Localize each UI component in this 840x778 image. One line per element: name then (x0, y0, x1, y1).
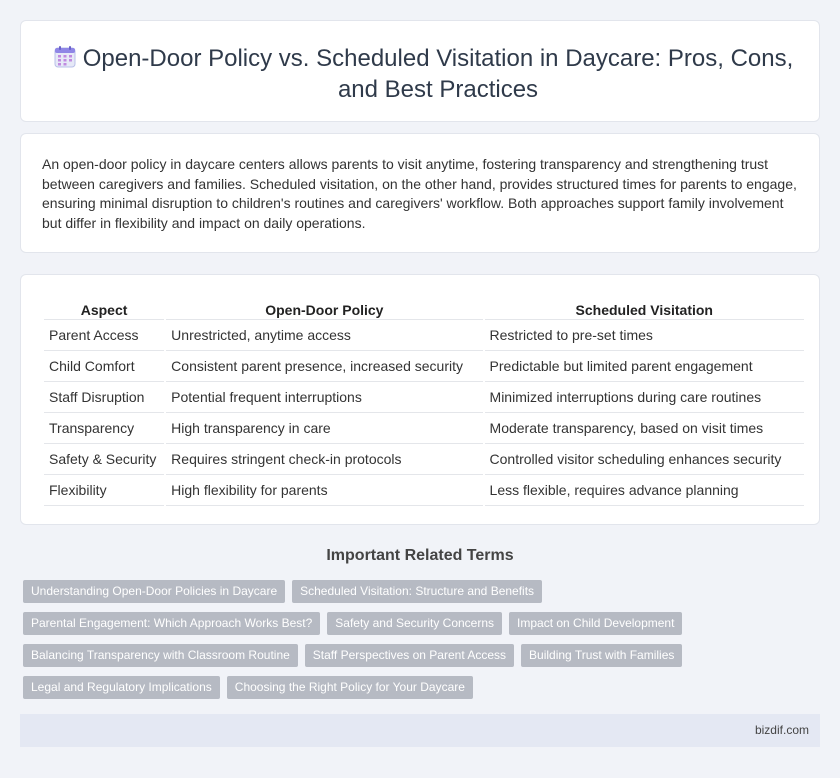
cell-scheduled: Moderate transparency, based on visit times (485, 413, 804, 444)
related-term-tag[interactable]: Building Trust with Families (521, 644, 682, 667)
cell-aspect: Child Comfort (44, 351, 164, 382)
intro-card (20, 133, 820, 253)
related-term-tag[interactable]: Legal and Regulatory Implications (23, 676, 220, 699)
table-row (44, 351, 804, 382)
related-terms-list (23, 580, 683, 699)
cell-open-door: Consistent parent presence, increased security (166, 351, 482, 382)
table-row (44, 320, 804, 351)
site-link[interactable]: bizdif.com (754, 723, 809, 737)
cell-open-door: High transparency in care (166, 413, 482, 444)
cell-aspect: Safety & Security (44, 444, 164, 475)
table-row (44, 444, 804, 475)
cell-scheduled: Controlled visitor scheduling enhances security (485, 444, 804, 475)
header-aspect: Aspect (44, 296, 164, 320)
header-scheduled: Scheduled Visitation (485, 296, 804, 320)
comparison-table (42, 296, 806, 506)
cell-aspect: Staff Disruption (44, 382, 164, 413)
table-row (44, 413, 804, 444)
cell-aspect: Transparency (44, 413, 164, 444)
related-term-tag[interactable]: Impact on Child Development (509, 612, 682, 635)
cell-scheduled: Minimized interruptions during care routines (485, 382, 804, 413)
related-term-tag[interactable]: Staff Perspectives on Parent Access (305, 644, 514, 667)
related-term-tag[interactable]: Choosing the Right Policy for Your Daycare (227, 676, 473, 699)
cell-scheduled: Restricted to pre-set times (485, 320, 804, 351)
cell-scheduled: Less flexible, requires advance planning (485, 475, 804, 506)
cell-open-door: Unrestricted, anytime access (166, 320, 482, 351)
table-row (44, 475, 804, 506)
cell-open-door: Requires stringent check-in protocols (166, 444, 482, 475)
table-row (44, 382, 804, 413)
related-term-tag[interactable]: Scheduled Visitation: Structure and Benefits (292, 580, 542, 603)
intro-paragraph: An open-door policy in daycare centers allows parents to visit anytime, fostering transparency and strengthening trust between caregivers and families. Scheduled visitation, on the other hand, provides structured times for parents to engage, ensuring minimal disruption to children's routines and caregivers' workflow. Both approaches support family involvement but differ in flexibility and impact on daily operations. (42, 156, 797, 231)
title-card (20, 20, 820, 122)
page-title: Open-Door Policy vs. Scheduled Visitation in Daycare: Pros, Cons, and Best Practices (82, 45, 794, 103)
cell-scheduled: Predictable but limited parent engagement (485, 351, 804, 382)
related-term-tag[interactable]: Balancing Transparency with Classroom Routine (23, 644, 298, 667)
cell-open-door: Potential frequent interruptions (166, 382, 482, 413)
comparison-card (20, 274, 820, 525)
cell-aspect: Flexibility (44, 475, 164, 506)
header-open-door: Open-Door Policy (166, 296, 482, 320)
cell-aspect: Parent Access (44, 320, 164, 351)
footer (20, 714, 820, 747)
related-term-tag[interactable]: Parental Engagement: Which Approach Works Best? (23, 612, 320, 635)
table-header-row (44, 296, 804, 320)
cell-open-door: High flexibility for parents (166, 475, 482, 506)
related-term-tag[interactable]: Understanding Open-Door Policies in Daycare (23, 580, 285, 603)
related-terms-heading: Important Related Terms (326, 547, 514, 564)
related-term-tag[interactable]: Safety and Security Concerns (327, 612, 502, 635)
